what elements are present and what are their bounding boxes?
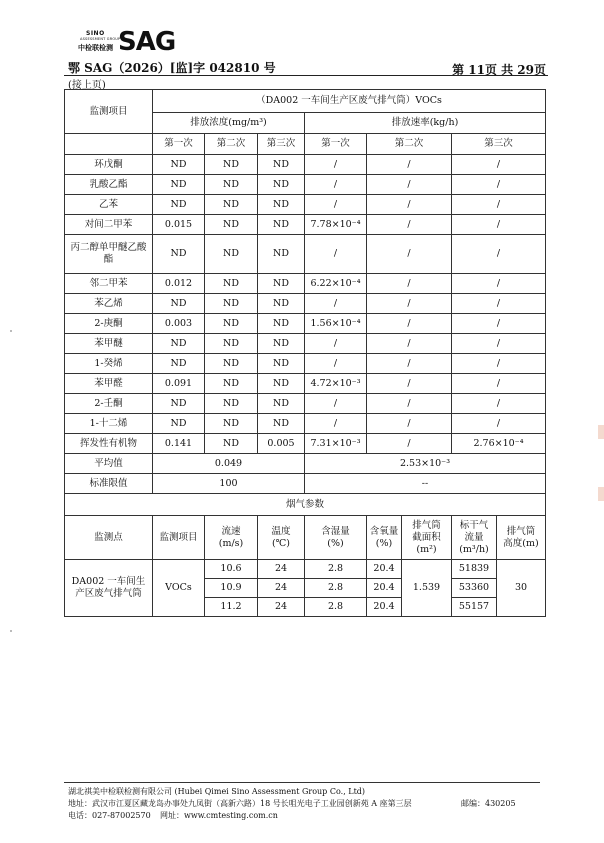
concentration-cell: ND	[258, 155, 305, 175]
table-row	[65, 274, 546, 294]
concentration-cell: ND	[205, 215, 258, 235]
header-divider	[64, 75, 548, 76]
table-row	[65, 334, 546, 354]
emission-rate-cell: /	[367, 294, 452, 314]
footer-company: 湖北祺美中检联检测有限公司 (Hubei Qimei Sino Assessment Group Co., Ltd)	[68, 787, 366, 796]
table-row	[65, 235, 546, 274]
voc-results-table	[64, 89, 546, 617]
concentration-cell: ND	[205, 274, 258, 294]
emission-rate-cell: /	[305, 394, 367, 414]
footer-phone: 电话：027-87002570	[68, 811, 151, 820]
compound-name-cell: 苯甲醚	[65, 334, 153, 354]
emission-rate-cell: /	[452, 155, 546, 175]
footer-postcode: 邮编：430205	[461, 799, 516, 808]
table-row	[65, 414, 546, 434]
compound-name-cell: 环戊酮	[65, 155, 153, 175]
concentration-cell: 0.003	[153, 314, 205, 334]
table-header-row	[65, 90, 546, 113]
concentration-cell: ND	[153, 294, 205, 314]
table-row	[65, 474, 546, 494]
emission-rate-cell: /	[452, 175, 546, 195]
flue-header-cell: 标干气 流量 (m³/h)	[452, 516, 497, 560]
emission-rate-cell: /	[367, 235, 452, 274]
logo-sino-text: SINO	[86, 30, 105, 37]
run-label-cell: 第一次	[305, 134, 367, 155]
concentration-cell: ND	[205, 354, 258, 374]
concentration-cell: ND	[205, 155, 258, 175]
continued-label: (接上页)	[68, 80, 106, 91]
seal-edge-mark	[598, 487, 604, 501]
emission-rate-cell: /	[367, 274, 452, 294]
velocity-cell: 10.6	[205, 560, 258, 579]
temperature-cell: 24	[258, 598, 305, 617]
table-row	[65, 434, 546, 454]
emission-rate-cell: /	[367, 434, 452, 454]
concentration-cell: ND	[205, 334, 258, 354]
company-logo	[78, 27, 188, 62]
limit-label-cell: 标准限值	[65, 474, 153, 494]
concentration-cell: ND	[205, 394, 258, 414]
emission-rate-cell: 7.31×10⁻³	[305, 434, 367, 454]
concentration-cell: ND	[205, 294, 258, 314]
compound-name-cell: 2-庚酮	[65, 314, 153, 334]
concentration-cell: ND	[258, 314, 305, 334]
compound-name-cell: 2-壬酮	[65, 394, 153, 414]
flue-header-cell: 监测项目	[153, 516, 205, 560]
flue-header-cell: 流速 (m/s)	[205, 516, 258, 560]
item-header-cell: 监测项目	[65, 90, 153, 134]
oxygen-cell: 20.4	[367, 579, 402, 598]
run-label-cell: 第三次	[452, 134, 546, 155]
concentration-cell: ND	[153, 334, 205, 354]
stack-height-cell: 30	[497, 560, 546, 617]
concentration-cell: ND	[153, 394, 205, 414]
table-header-row	[65, 134, 546, 155]
limit-rate-cell: --	[305, 474, 546, 494]
table-row	[65, 215, 546, 235]
concentration-cell: ND	[205, 414, 258, 434]
flue-header-cell: 排气筒 高度(m)	[497, 516, 546, 560]
footer-divider	[64, 782, 540, 783]
emission-rate-cell: /	[367, 374, 452, 394]
average-rate-cell: 2.53×10⁻³	[305, 454, 546, 474]
moisture-cell: 2.8	[305, 579, 367, 598]
table-row	[65, 454, 546, 474]
concentration-cell: 0.005	[258, 434, 305, 454]
temperature-cell: 24	[258, 560, 305, 579]
velocity-cell: 11.2	[205, 598, 258, 617]
run-label-cell: 第三次	[258, 134, 305, 155]
concentration-cell: 0.141	[153, 434, 205, 454]
scan-speck	[10, 330, 12, 332]
concentration-cell: ND	[205, 374, 258, 394]
oxygen-cell: 20.4	[367, 598, 402, 617]
concentration-cell: 0.091	[153, 374, 205, 394]
table-row	[65, 294, 546, 314]
empty-header-cell	[65, 134, 153, 155]
table-row	[65, 394, 546, 414]
footer-address: 地址：武汉市江夏区藏龙岛办事处九凤街（高新六路）18 号长咀光电子工业园创新苑 A 座第三层	[68, 799, 412, 808]
concentration-cell: ND	[258, 334, 305, 354]
concentration-cell: ND	[258, 374, 305, 394]
monitoring-point-cell: DA002 一车间生产区废气排气筒	[65, 560, 153, 617]
concentration-cell: 0.012	[153, 274, 205, 294]
report-number: 鄂 SAG（2026）[监]字 042810 号	[68, 61, 276, 75]
emission-rate-cell: /	[452, 235, 546, 274]
emission-rate-cell: /	[452, 394, 546, 414]
moisture-cell: 2.8	[305, 598, 367, 617]
table-row	[65, 155, 546, 175]
concentration-cell: ND	[153, 175, 205, 195]
emission-rate-cell: 1.56×10⁻⁴	[305, 314, 367, 334]
concentration-cell: ND	[258, 195, 305, 215]
emission-rate-cell: /	[367, 155, 452, 175]
concentration-cell: ND	[258, 394, 305, 414]
scan-speck	[10, 630, 12, 632]
concentration-cell: ND	[258, 294, 305, 314]
concentration-cell: ND	[205, 434, 258, 454]
concentration-cell: 0.015	[153, 215, 205, 235]
concentration-cell: ND	[205, 175, 258, 195]
limit-concentration-cell: 100	[153, 474, 305, 494]
emission-rate-cell: /	[367, 195, 452, 215]
emission-rate-cell: /	[452, 294, 546, 314]
concentration-cell: ND	[205, 314, 258, 334]
emission-rate-cell: /	[305, 195, 367, 215]
emission-rate-cell: /	[367, 334, 452, 354]
concentration-cell: ND	[205, 195, 258, 215]
flow-cell: 53360	[452, 579, 497, 598]
run-label-cell: 第二次	[205, 134, 258, 155]
source-title-cell: （DA002 一车间生产区废气排气筒）VOCs	[153, 90, 546, 113]
emission-rate-cell: /	[367, 314, 452, 334]
emission-rate-cell: /	[367, 394, 452, 414]
emission-rate-cell: /	[367, 175, 452, 195]
compound-name-cell: 丙二醇单甲醚乙酸酯	[65, 235, 153, 274]
temperature-cell: 24	[258, 579, 305, 598]
emission-rate-cell: /	[452, 334, 546, 354]
emission-rate-cell: /	[305, 175, 367, 195]
emission-rate-cell: /	[452, 414, 546, 434]
emission-rate-cell: /	[452, 215, 546, 235]
page-number: 第 11页 共 29页	[452, 63, 546, 77]
emission-rate-cell: /	[452, 354, 546, 374]
compound-name-cell: 1-癸烯	[65, 354, 153, 374]
flue-header-cell: 温度 (℃)	[258, 516, 305, 560]
emission-rate-cell: 2.76×10⁻⁴	[452, 434, 546, 454]
flue-header-cell: 监测点	[65, 516, 153, 560]
concentration-cell: ND	[258, 215, 305, 235]
flue-header-cell: 含氧量 (%)	[367, 516, 402, 560]
footer-website: 网址：www.cmtesting.com.cn	[160, 811, 278, 820]
emission-rate-cell: 4.72×10⁻³	[305, 374, 367, 394]
concentration-cell: ND	[258, 274, 305, 294]
emission-rate-cell: /	[305, 294, 367, 314]
compound-name-cell: 乳酸乙酯	[65, 175, 153, 195]
table-row	[65, 374, 546, 394]
emission-rate-cell: /	[367, 354, 452, 374]
emission-rate-cell: /	[305, 334, 367, 354]
run-label-cell: 第一次	[153, 134, 205, 155]
flow-cell: 51839	[452, 560, 497, 579]
compound-name-cell: 苯乙烯	[65, 294, 153, 314]
concentration-cell: ND	[153, 155, 205, 175]
table-row	[65, 175, 546, 195]
flue-title-cell: 烟气参数	[65, 494, 546, 516]
emission-rate-cell: /	[367, 215, 452, 235]
concentration-header-cell: 排放浓度(mg/m³)	[153, 113, 305, 134]
monitoring-item-cell: VOCs	[153, 560, 205, 617]
concentration-cell: ND	[153, 414, 205, 434]
emission-rate-cell: 7.78×10⁻⁴	[305, 215, 367, 235]
seal-edge-mark	[598, 425, 604, 439]
emission-rate-cell: /	[305, 155, 367, 175]
flue-row	[65, 560, 546, 579]
oxygen-cell: 20.4	[367, 560, 402, 579]
table-row	[65, 314, 546, 334]
moisture-cell: 2.8	[305, 560, 367, 579]
concentration-cell: ND	[153, 235, 205, 274]
flue-header-cell: 排气筒 截面积 (m²)	[402, 516, 452, 560]
emission-rate-cell: /	[367, 414, 452, 434]
logo-sag: SAG	[118, 27, 176, 57]
flow-cell: 55157	[452, 598, 497, 617]
emission-rate-cell: /	[452, 195, 546, 215]
table-row	[65, 195, 546, 215]
compound-name-cell: 苯甲醛	[65, 374, 153, 394]
logo-subtitle: ASSESSMENT GROUP	[80, 37, 121, 41]
table-row	[65, 354, 546, 374]
concentration-cell: ND	[258, 175, 305, 195]
velocity-cell: 10.9	[205, 579, 258, 598]
concentration-cell: ND	[153, 195, 205, 215]
average-concentration-cell: 0.049	[153, 454, 305, 474]
rate-header-cell: 排放速率(kg/h)	[305, 113, 546, 134]
compound-name-cell: 对间二甲苯	[65, 215, 153, 235]
flue-header-row	[65, 516, 546, 560]
concentration-cell: ND	[258, 414, 305, 434]
emission-rate-cell: /	[452, 374, 546, 394]
concentration-cell: ND	[205, 235, 258, 274]
flue-title-row	[65, 494, 546, 516]
stack-area-cell: 1.539	[402, 560, 452, 617]
average-label-cell: 平均值	[65, 454, 153, 474]
emission-rate-cell: /	[305, 354, 367, 374]
concentration-cell: ND	[258, 235, 305, 274]
flue-header-cell: 含湿量 (%)	[305, 516, 367, 560]
concentration-cell: ND	[258, 354, 305, 374]
compound-name-cell: 1-十二烯	[65, 414, 153, 434]
emission-rate-cell: /	[452, 314, 546, 334]
emission-rate-cell: /	[305, 414, 367, 434]
emission-rate-cell: /	[452, 274, 546, 294]
compound-name-cell: 邻二甲苯	[65, 274, 153, 294]
compound-name-cell: 挥发性有机物	[65, 434, 153, 454]
concentration-cell: ND	[153, 354, 205, 374]
emission-rate-cell: 6.22×10⁻⁴	[305, 274, 367, 294]
emission-rate-cell: /	[305, 235, 367, 274]
run-label-cell: 第二次	[367, 134, 452, 155]
logo-chinese-name: 中检联检测	[78, 44, 113, 52]
compound-name-cell: 乙苯	[65, 195, 153, 215]
